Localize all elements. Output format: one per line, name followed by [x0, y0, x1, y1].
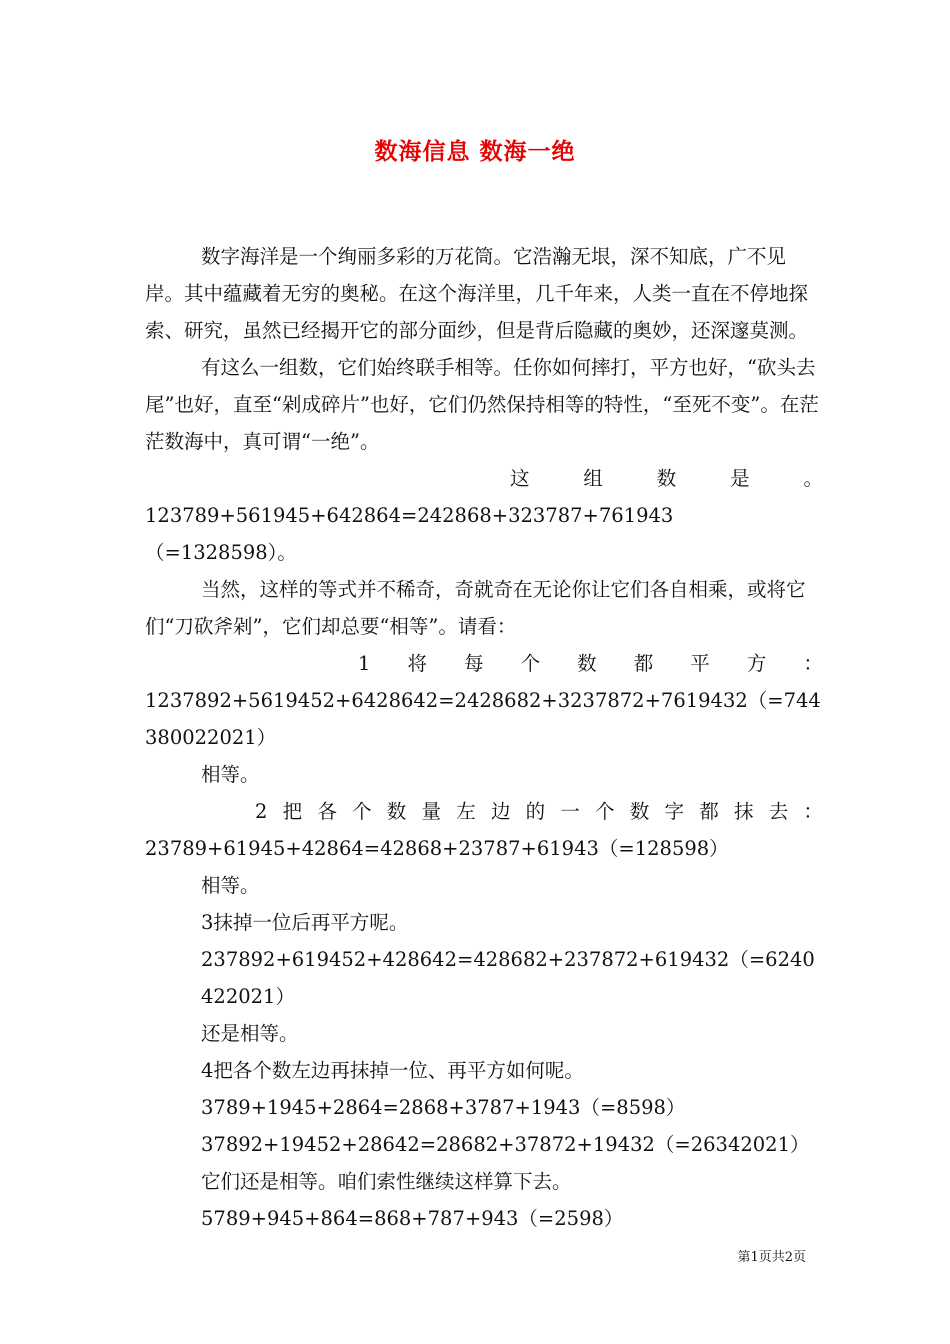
- lead-char: 这: [510, 467, 530, 490]
- equation-step2: 23789+61945+42864=42868+23787+61943（=128598）: [145, 837, 729, 860]
- equation-step4b: 37892+19452+28642=28682+37872+19432（=26342021）: [201, 1133, 810, 1156]
- step4-result: 它们还是相等。咱们索性继续这样算下去。: [201, 1170, 572, 1193]
- equation-step3: 237892+619452+428642=428682+237872+619432（=6240422021）: [201, 948, 815, 1008]
- paragraph-however: 当然，这样的等式并不稀奇，奇就奇在无论你让它们各自相乘，或将它们“刀砍斧剁”，它们却总要“相等”。请看：: [145, 578, 806, 638]
- paragraph-numbers-lead: [145, 460, 823, 497]
- paragraph-group: 有这么一组数，它们始终联手相等。任你如何摔打，平方也好，“砍头去尾”也好，直至“剁成碎片”也好，它们仍然保持相等的特性，“至死不变”。在茫茫数海中，真可谓“一绝”。: [145, 356, 819, 453]
- paragraph-intro: 数字海洋是一个绚丽多彩的万花筒。它浩瀚无垠，深不知底，广不见岸。其中蕴藏着无穷的奥秘。在这个海洋里，几千年来，人类一直在不停地探索、研究，虽然已经揭开它的部分面纱，但是背后隐藏的奥妙，还深邃莫测。: [145, 245, 809, 342]
- equation-step4a: 3789+1945+2864=2868+3787+1943（=8598）: [201, 1096, 686, 1119]
- step1-result: 相等。: [201, 763, 260, 786]
- lead-char: 数: [656, 467, 677, 490]
- step3-result: 还是相等。: [201, 1022, 299, 1045]
- page-title: 数海信息 数海一绝: [374, 138, 576, 165]
- step3-lead: 3抹掉一位后再平方呢。: [201, 911, 409, 934]
- equation-step5: 5789+945+864=868+787+943（=2598）: [201, 1207, 624, 1230]
- step1-lead: 1 将 每 个 数 都 平 方 ：: [358, 652, 823, 675]
- equation-step1: 1237892+5619452+6428642=2428682+3237872+7619432（=744380022021）: [145, 689, 821, 749]
- step4-lead: 4把各个数左边再抹掉一位、再平方如何呢。: [201, 1059, 584, 1082]
- step2-lead: 2 把 各 个 数 量 左 边 的 一 个 数 字 都 抹 去 ：: [255, 800, 823, 823]
- lead-char: 组: [583, 467, 603, 490]
- document-body: [145, 238, 823, 1237]
- lead-char: 。: [803, 467, 823, 490]
- equation-base: 123789+561945+642864=242868+323787+761943（=1328598）。: [145, 504, 674, 564]
- page-footer: 第1页共2页: [737, 1250, 806, 1265]
- step2-result: 相等。: [201, 874, 260, 897]
- lead-char: 是: [730, 467, 750, 490]
